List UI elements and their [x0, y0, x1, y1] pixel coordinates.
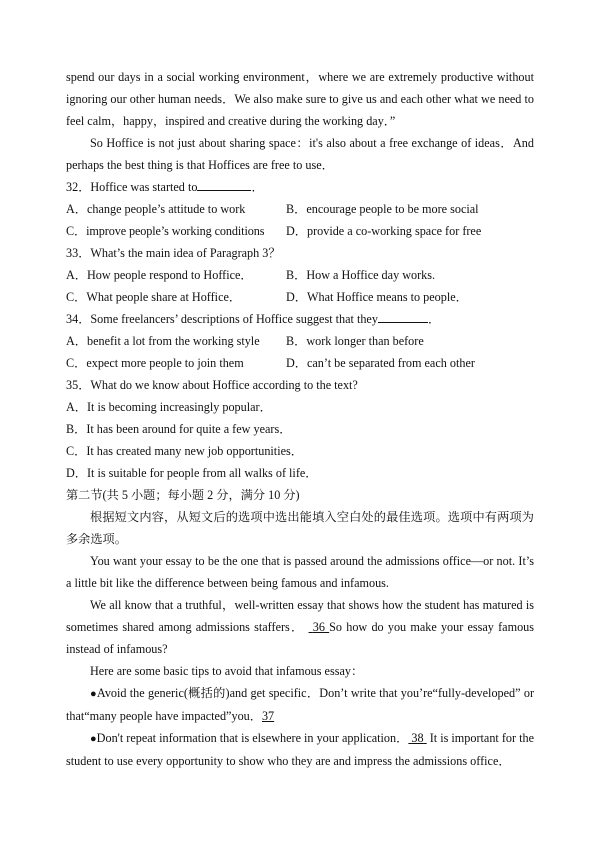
option-a: A．change people’s attitude to work [66, 202, 246, 216]
passage-paragraph: Here are some basic tips to avoid that infamous essay： [90, 664, 364, 678]
question-33-options-row [66, 264, 534, 286]
paragraph-text: Don't repeat information that is elsewhere in your application． [96, 731, 409, 745]
bullet-paragraph [66, 682, 534, 727]
paragraph-text: We all know that a truthful，well-written essay that shows how the student has matured is sometimes shared among admissions staffers． [66, 598, 534, 634]
option-a: A．benefit a lot from the working style [66, 334, 260, 348]
option-c: C．improve people’s working conditions [66, 224, 265, 238]
question-stem-tail: ． [251, 180, 264, 194]
answer-blank [378, 308, 428, 323]
option-b: B．How a Hoffice day works. [286, 268, 436, 282]
option-c: C．expect more people to join them [66, 356, 244, 370]
option-b: B．work longer than before [286, 334, 424, 348]
bullet-icon: ● [90, 688, 97, 700]
question-stem-text: 34．Some freelancers’ descriptions of Hoffice suggest that they [66, 312, 378, 326]
question-32-stem [66, 176, 534, 198]
option-a: A．How people respond to Hoffice． [66, 268, 253, 282]
question-34-options-row [66, 330, 534, 352]
option-d: D．What Hoffice means to people． [286, 290, 468, 304]
option-d: D．can’t be separated from each other [286, 356, 475, 370]
passage-paragraph: You want your essay to be the one that is passed around the admissions office—or not. It’s a little bit like the difference between being famous and infamous. [66, 554, 534, 590]
option-a: A．It is becoming increasingly popular． [66, 400, 272, 414]
option-b: B．encourage people to be more social [286, 202, 479, 216]
exam-page [66, 66, 534, 772]
blank-number: 38 [411, 731, 424, 745]
option-c: C．It has created many new job opportunities． [66, 444, 303, 458]
option-d: D．provide a co-working space for free [286, 224, 482, 238]
blank-number: 37 [261, 709, 275, 723]
paragraph-text: Avoid the generic(概括的)and get specific．Don’t write that you’re“fully-developed” or that“many people have impacted”you． [66, 686, 535, 723]
question-32-options-row [66, 198, 534, 220]
question-33-stem: 33．What’s the main idea of Paragraph 3？ [66, 246, 281, 260]
blank-38 [408, 731, 426, 745]
blank-number: 36 [312, 620, 325, 634]
passage-paragraph [66, 594, 534, 660]
section-instruction: 根据短文内容，从短文后的选项中选出能填入空白处的最佳选项。选项中有两项为多余选项。 [66, 510, 534, 546]
section-heading: 第二节(共 5 小题；每小题 2 分，满分 10 分) [66, 488, 300, 502]
option-b: B．It has been around for quite a few years． [66, 422, 292, 436]
paragraph-text: It is important for the student to use every opportunity to show who they are and impress the admissions office． [66, 731, 535, 768]
question-35-stem: 35．What do we know about Hoffice according to the text? [66, 378, 358, 392]
blank-36 [309, 620, 330, 634]
question-32-options-row [66, 220, 534, 242]
bullet-paragraph [66, 727, 534, 772]
question-stem-tail: ． [427, 312, 441, 326]
question-stem-text: 32．Hoffice was started to [66, 180, 198, 194]
option-c: C．What people share at Hoffice． [66, 290, 242, 304]
question-34-options-row [66, 352, 534, 374]
bullet-icon: ● [90, 733, 97, 745]
passage-paragraph: spend our days in a social working environment，where we are extremely productive without ignoring our other human needs．We also make sure to give us and each other what we need to feel calm，happy，inspired and creative during the working day．” [66, 70, 534, 128]
answer-blank [197, 176, 251, 191]
passage-paragraph: So Hoffice is not just about sharing space：it's also about a free exchange of ideas．And perhaps the best thing is that Hoffices are free to use． [66, 136, 534, 172]
question-33-options-row [66, 286, 534, 308]
paragraph-text: So how do you make your essay famous instead of infamous? [66, 620, 534, 656]
blank-37 [262, 709, 274, 723]
option-d: D．It is suitable for people from all walks of life． [66, 466, 318, 480]
question-34-stem [66, 308, 534, 330]
